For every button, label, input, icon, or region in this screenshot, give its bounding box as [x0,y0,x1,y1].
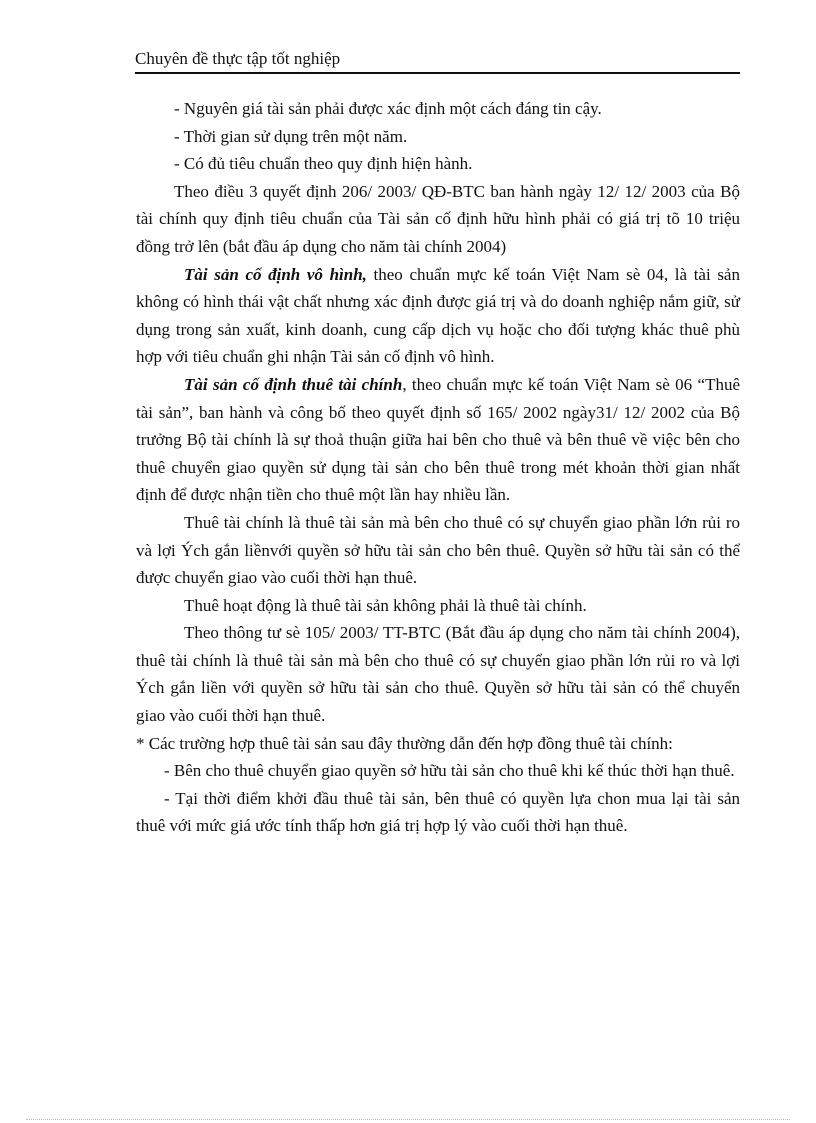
operating-lease-definition: Thuê hoạt động là thuê tài sản không phải là thuê tài chính. [184,595,587,615]
page-footer-divider [26,1119,790,1120]
intangible-asset-text: theo chuẩn mực kế toán Việt Nam sè 04, là tài sản không có hình thái vật chất nhưng xác định được giá trị và do doanh nghiệp nắm giữ, sử dụng trong sản xuất, kinh doanh, cung cấp dịch vụ hoặc cho đối tượng khác thuê phù hợp với tiêu chuẩn ghi nhận Tài sản cố định vô hình. [136,264,740,367]
finance-lease-asset-text: , theo chuẩn mực kế toán Việt Nam sè 06 “Thuê tài sản”, ban hành và công bố theo quyết định số 165/ 2002 ngày31/ 12/ 2002 của Bộ trưởng Bộ tài chính là sự thoả thuận giữa hai bên cho thuê và bên thuê về việc bên cho thuê chuyển giao quyền sử dụng tài sản cho bên thuê trong mét khoản thời gian nhất định để được nhận tiền cho thuê một lần hay nhiều lần. [136,374,740,505]
case-purchase-option: - Tại thời điểm khởi đầu thuê tài sản, bên thuê có quyền lựa chon mua lại tài sản thuê với mức giá ước tính thấp hơn giá trị hợp lý vào cuối thời hạn thuê. [136,788,740,836]
finance-lease-asset-paragraph [136,371,740,509]
criterion-useful-life: - Thời gian sử dụng trên một năm. [174,126,408,146]
page-header [135,48,740,74]
finance-lease-definition: Thuê tài chính là thuê tài sản mà bên cho thuê có sự chuyển giao phần lớn rủi ro và lợi Ých gắn liềnvới quyền sở hữu tài sản cho bên thuê. Quyền sở hữu tài sản có thể được chuyển giao vào cuối thời hạn thuê. [136,512,740,588]
criterion-reliable-cost: - Nguyên giá tài sản phải được xác định một cách đáng tin cậy. [174,99,602,118]
criterion-standards: - Có đủ tiêu chuẩn theo quy định hiện hành. [174,154,473,174]
intangible-asset-paragraph [136,261,740,371]
case-ownership-transfer: - Bên cho thuê chuyển giao quyền sở hữu tài sản cho thuê khi kế thúc thời hạn thuê. [164,761,735,781]
finance-lease-cases-heading: * Các trường hợp thuê tài sản sau đây thường dẫn đến hợp đồng thuê tài chính: [136,733,673,753]
document-body [136,95,740,840]
finance-lease-asset-term: Tài sản cố định thuê tài chính [184,374,403,394]
header-title: Chuyên đề thực tập tốt nghiệp [135,49,341,68]
circular-105-paragraph: Theo thông tư sè 105/ 2003/ TT-BTC (Bắt đầu áp dụng cho năm tài chính 2004), thuê tài chính là thuê tài sản mà bên cho thuê có sự chuyển giao phần lớn rủi ro và lợi Ých gắn liền với quyền sở hữu tài sản cho thuê. Quyền sở hữu tài sản có thể chuyển giao vào cuối thời hạn thuê. [136,623,740,726]
intangible-asset-term: Tài sản cố định vô hình, [184,264,367,284]
decision-206-paragraph: Theo điều 3 quyết định 206/ 2003/ QĐ-BTC ban hành ngày 12/ 12/ 2003 của Bộ tài chính quy định tiêu chuẩn của Tài sản cố định hữu hình phải có giá trị tõ 10 triệu đồng trở lên (bắt đầu áp dụng cho năm tài chính 2004) [136,181,740,256]
